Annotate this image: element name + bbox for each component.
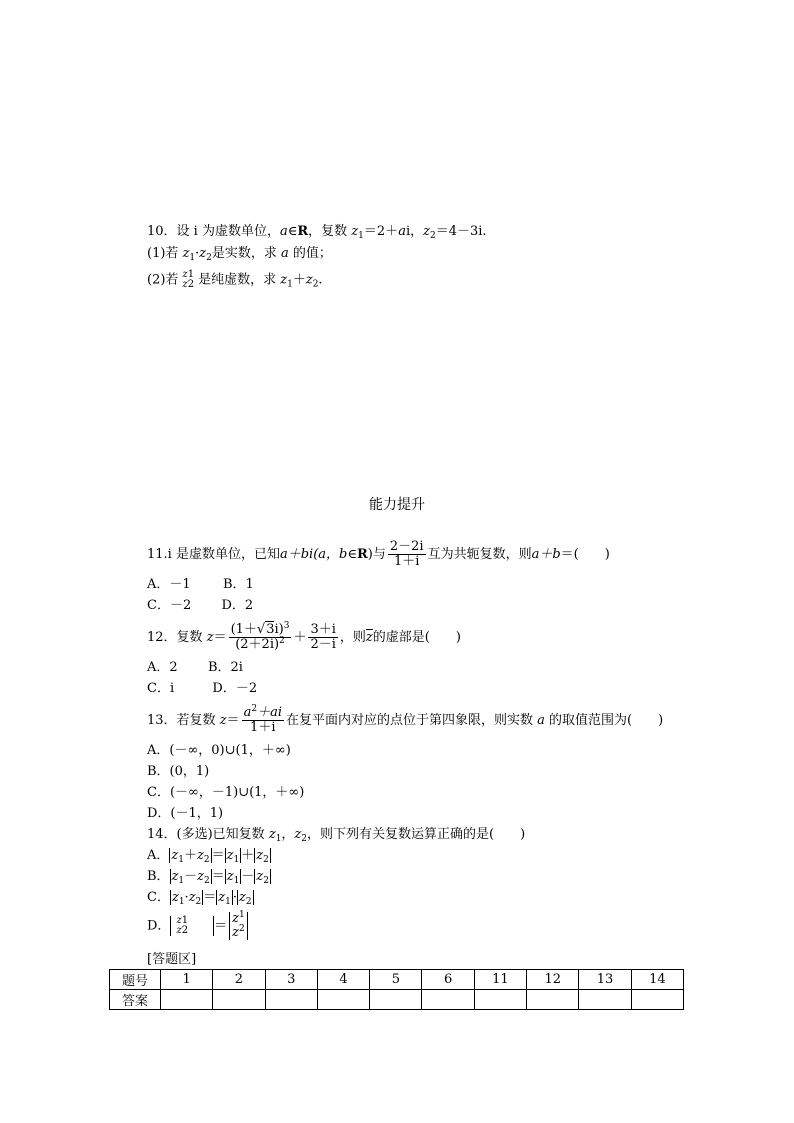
- question-number-cell: 13: [579, 970, 631, 990]
- q14-option-d: D． z1 z2 ＝ $z^1$ $z^2$: [147, 912, 250, 940]
- q13-fraction: $\frac{a^2+ai}{1+i}$: [243, 704, 282, 735]
- q14-option-c: C． $z_1\cdot z_2 = z_1 \cdot z_2$: [147, 890, 252, 907]
- q10-part1: (1)若 $z_1\cdot z_2$是实数，求 a 的值；: [147, 246, 332, 263]
- answer-table-number-row: [110, 970, 684, 990]
- q13-option-d: D．(－1，1): [147, 806, 224, 821]
- answer-cell[interactable]: [527, 990, 579, 1010]
- question-number-cell: 14: [631, 970, 683, 990]
- q12-options-cd: [147, 681, 257, 697]
- answer-table-answer-row: [110, 990, 684, 1010]
- section-heading: 能力提升: [369, 497, 425, 513]
- question-number-cell: 4: [317, 970, 369, 990]
- answer-area-label: [答题区]: [147, 952, 197, 967]
- q11-option-a: A．－1: [147, 577, 191, 592]
- q10-stem: 10．设 i 为虚数单位，a∈R，复数 $z_1=2+ai$，$z_2=4-3i$.: [147, 224, 487, 241]
- q11-options-ab: [147, 577, 254, 593]
- q13-option-b: B．(0，1): [147, 764, 210, 779]
- question-number-cell: 12: [527, 970, 579, 990]
- q11-option-b: B．1: [222, 577, 254, 592]
- q12-stem: 12．复数 z＝ $\frac{(1+√3i)^3}{(2+2i)^2}$ ＋ $\frac{3+i}{2-i}$ ，则$\overline{z}$的虚部是( ): [147, 621, 461, 652]
- q12-fraction-2: $\frac{3+i}{2-i}$: [310, 622, 336, 652]
- number-header-cell: 题号: [110, 970, 161, 990]
- answer-cell[interactable]: [579, 990, 631, 1010]
- q12-option-b: B．2i: [207, 660, 243, 675]
- q12-option-a: A．2: [147, 660, 178, 675]
- q10-part2: (2)若 z1 z2 是纯虚数，求 $z_1+z_2$.: [147, 269, 323, 290]
- answer-cell[interactable]: [161, 990, 213, 1010]
- q14-option-b: B． $z_1-z_2 = z_1 - z_2$: [147, 869, 269, 886]
- answer-header-cell: 答案: [110, 990, 161, 1010]
- q12-option-c: C．i: [147, 681, 175, 696]
- question-number-cell: 3: [265, 970, 317, 990]
- answer-cell[interactable]: [317, 990, 369, 1010]
- q11-fraction: $\frac{2-2i}{1+i}$: [389, 539, 424, 569]
- q11-options-cd: [147, 598, 253, 614]
- answer-cell[interactable]: [631, 990, 683, 1010]
- question-number-cell: 5: [370, 970, 422, 990]
- q12-options-ab: [147, 660, 243, 676]
- q13-option-c: C．(－∞，－1)∪(1，＋∞): [147, 785, 305, 800]
- q11-stem: 11.i 是虚数单位，已知a＋bi(a，b∈R)与 $\frac{2-2i}{1+i}$ 互为共轭复数，则a＋b＝( ): [147, 539, 610, 569]
- q14-option-a: A． $z_1+z_2 = z_1 + z_2$: [147, 848, 269, 865]
- z1-over-z2-fraction: z1 z2: [182, 269, 195, 290]
- answer-cell[interactable]: [370, 990, 422, 1010]
- question-number-cell: 6: [422, 970, 474, 990]
- question-number-cell: 1: [161, 970, 213, 990]
- q13-option-a: A．(－∞，0)∪(1，＋∞): [147, 743, 291, 758]
- q11-option-d: D．2: [221, 598, 254, 613]
- question-number-cell: 11: [474, 970, 526, 990]
- q14-d-rhs-fraction: $z^1$ $z^2$: [229, 912, 248, 940]
- answer-cell[interactable]: [213, 990, 265, 1010]
- answer-cell[interactable]: [474, 990, 526, 1010]
- answer-cell[interactable]: [265, 990, 317, 1010]
- q13-stem: 13．若复数 z＝ $\frac{a^2+ai}{1+i}$ 在复平面内对应的点位于第四象限，则实数 a 的取值范围为( ): [147, 704, 664, 735]
- q12-fraction-1: $\frac{(1+√3i)^3}{(2+2i)^2}$: [230, 621, 290, 652]
- answer-table: [109, 969, 684, 1010]
- q12-option-d: D．－2: [212, 681, 258, 696]
- answer-cell[interactable]: [422, 990, 474, 1010]
- q11-option-c: C．－2: [147, 598, 192, 613]
- q14-stem: 14．(多选)已知复数 $z_1$，$z_2$，则下列有关复数运算正确的是( ): [147, 827, 526, 844]
- question-number-cell: 2: [213, 970, 265, 990]
